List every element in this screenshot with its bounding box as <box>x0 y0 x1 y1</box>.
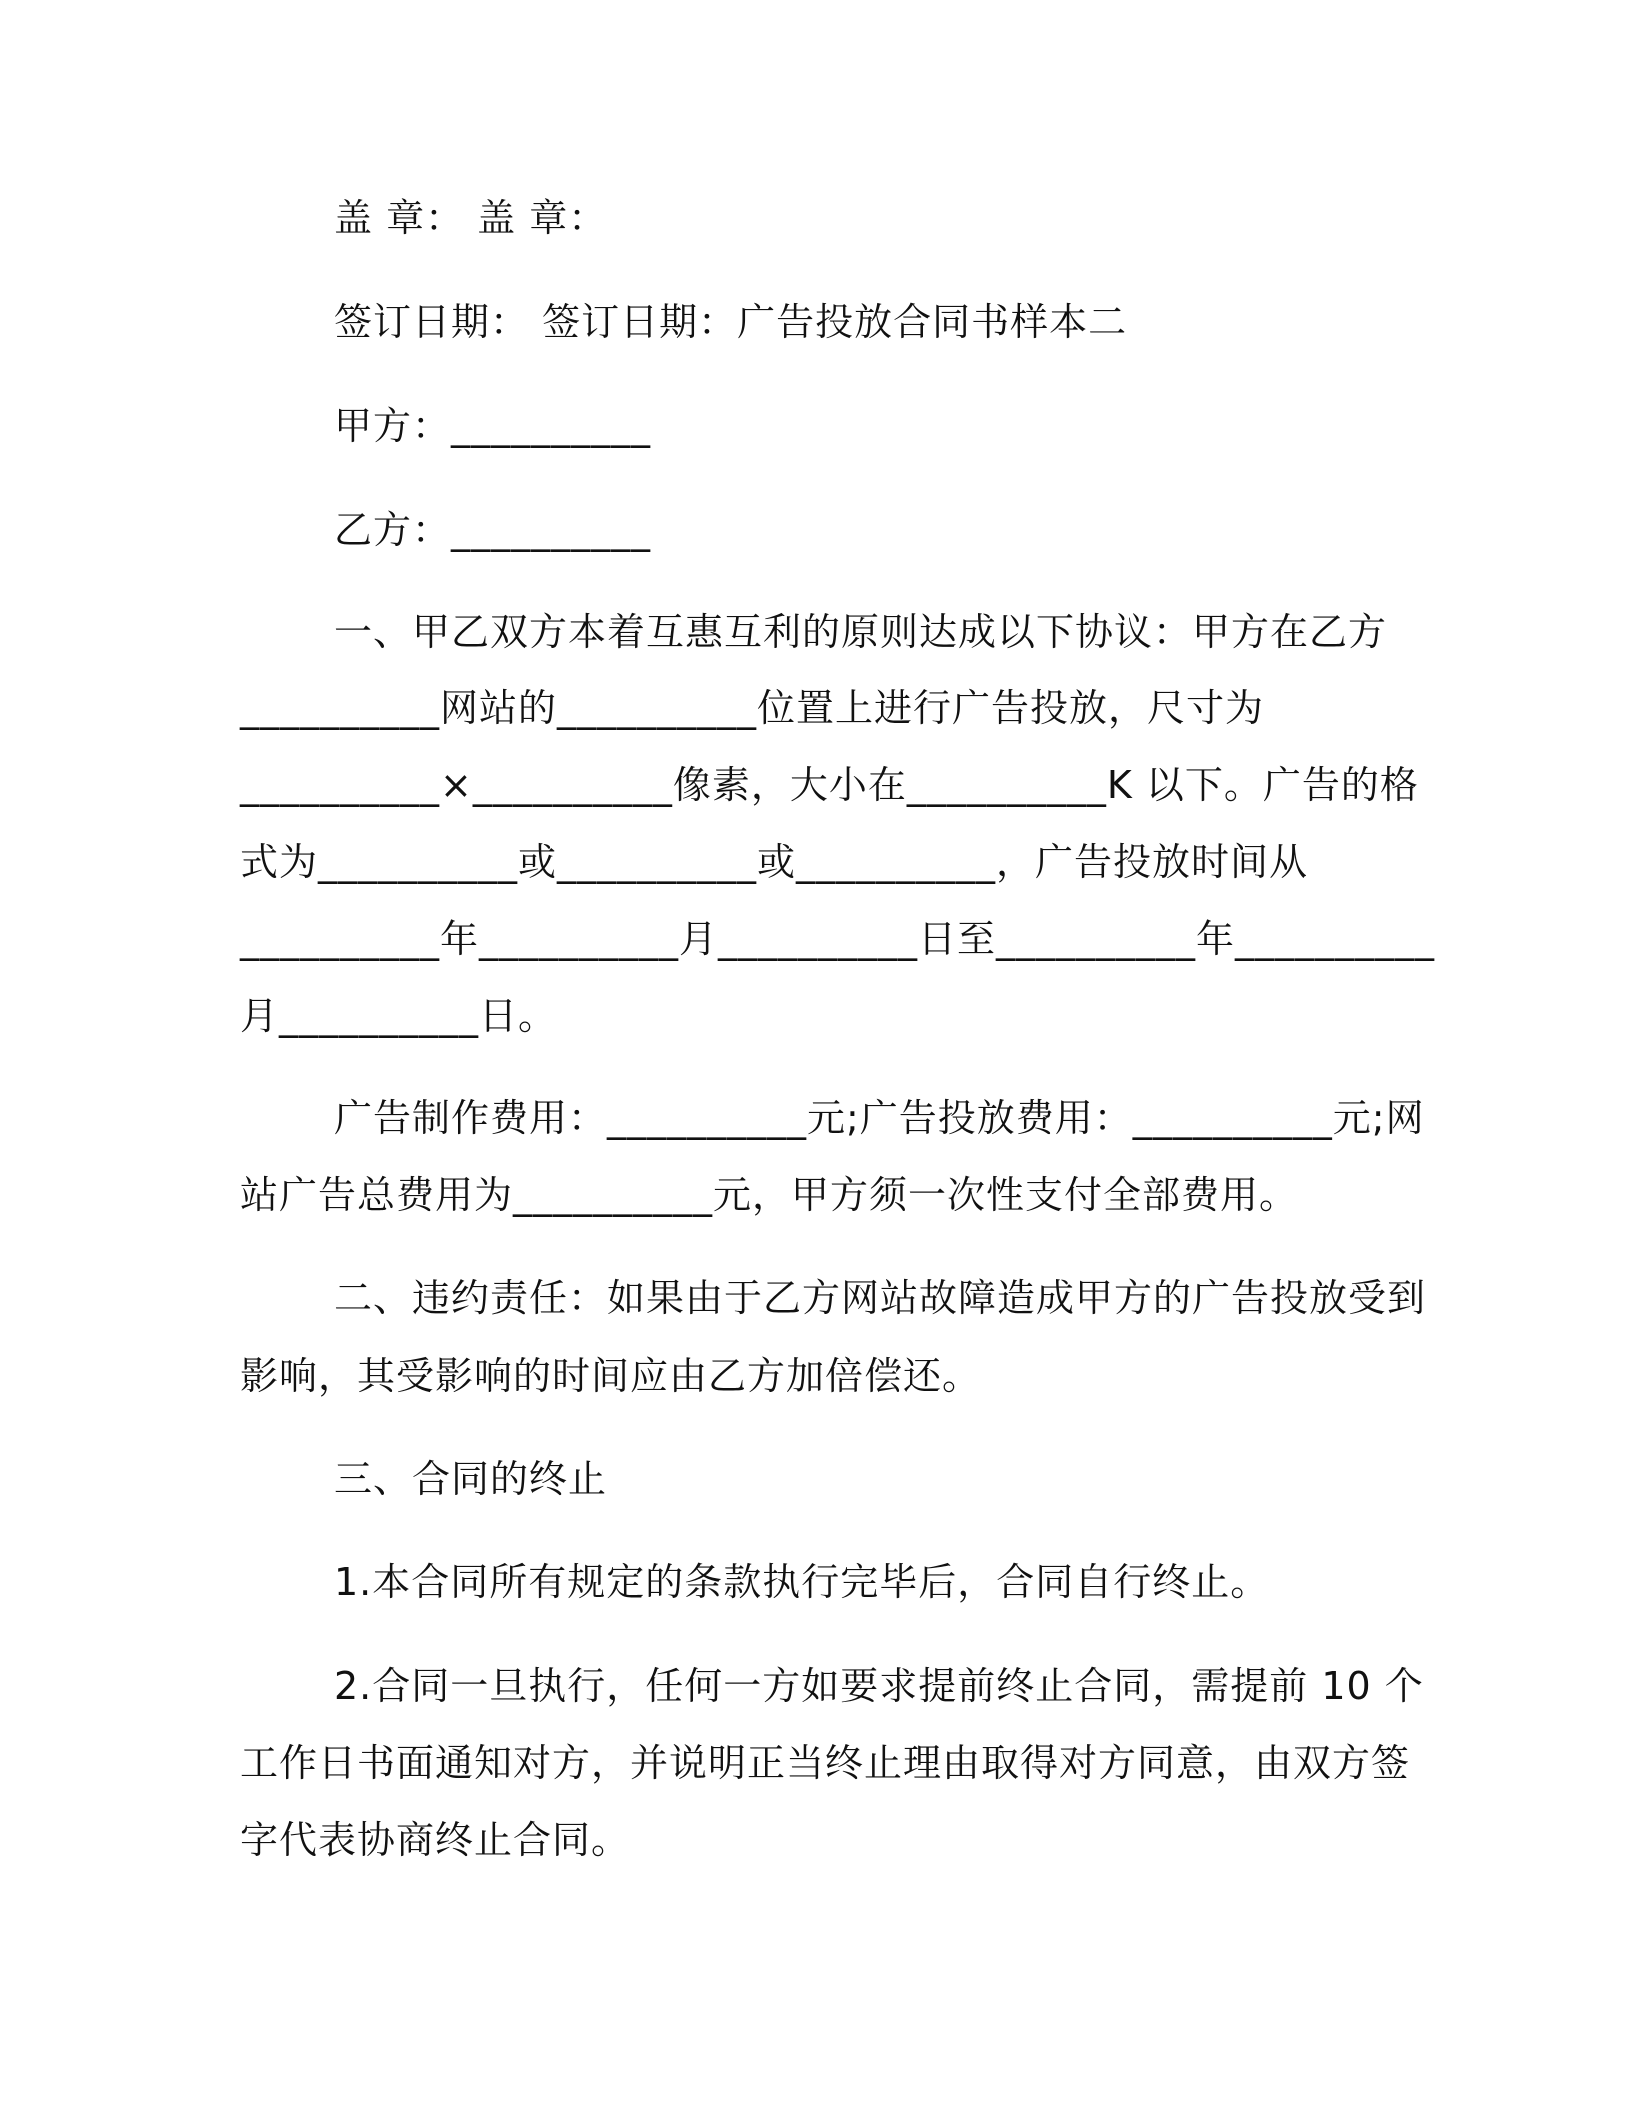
clause-3-item-2-line-3: 字代表协商终止合同。 <box>240 1818 631 1862</box>
clause-1-line-3: __________×__________像素，大小在__________K 以下。广告的格 <box>240 763 1419 807</box>
clause-1-line-2: __________网站的__________位置上进行广告投放，尺寸为 <box>240 686 1265 730</box>
clause-3-item-1: 1.本合同所有规定的条款执行完毕后，合同自行终止。 <box>334 1560 1270 1604</box>
clause-1-line-1: 一、甲乙双方本着互惠互利的原则达成以下协议：甲方在乙方 <box>334 610 1388 654</box>
party-a-line: 甲方：__________ <box>334 404 652 448</box>
clause-1-line-5: __________年__________月__________日至__________年__________ <box>240 917 1436 961</box>
clause-3-item-2-line-2: 工作日书面通知对方，并说明正当终止理由取得对方同意，由双方签 <box>240 1741 1411 1785</box>
clause-2-line-1: 二、违约责任：如果由于乙方网站故障造成甲方的广告投放受到 <box>334 1276 1427 1320</box>
clause-2-line-2: 影响，其受影响的时间应由乙方加倍偿还。 <box>240 1354 982 1398</box>
party-b-line: 乙方：__________ <box>334 508 652 552</box>
fees-line-1: 广告制作费用：__________元;广告投放费用：__________元;网 <box>334 1096 1425 1140</box>
fees-line-2: 站广告总费用为__________元，甲方须一次性支付全部费用。 <box>240 1173 1299 1217</box>
clause-1-line-6: 月__________日。 <box>240 994 558 1038</box>
clause-3-heading: 三、合同的终止 <box>334 1457 608 1501</box>
seal-line: 盖 章： 盖 章： <box>334 196 608 240</box>
clause-3-item-2-line-1: 2.合同一旦执行，任何一方如要求提前终止合同，需提前 10 个 <box>334 1664 1424 1708</box>
clause-1-line-4: 式为__________或__________或__________，广告投放时间从 <box>240 840 1309 884</box>
signing-date-line: 签订日期： 签订日期：广告投放合同书样本二 <box>334 300 1128 344</box>
